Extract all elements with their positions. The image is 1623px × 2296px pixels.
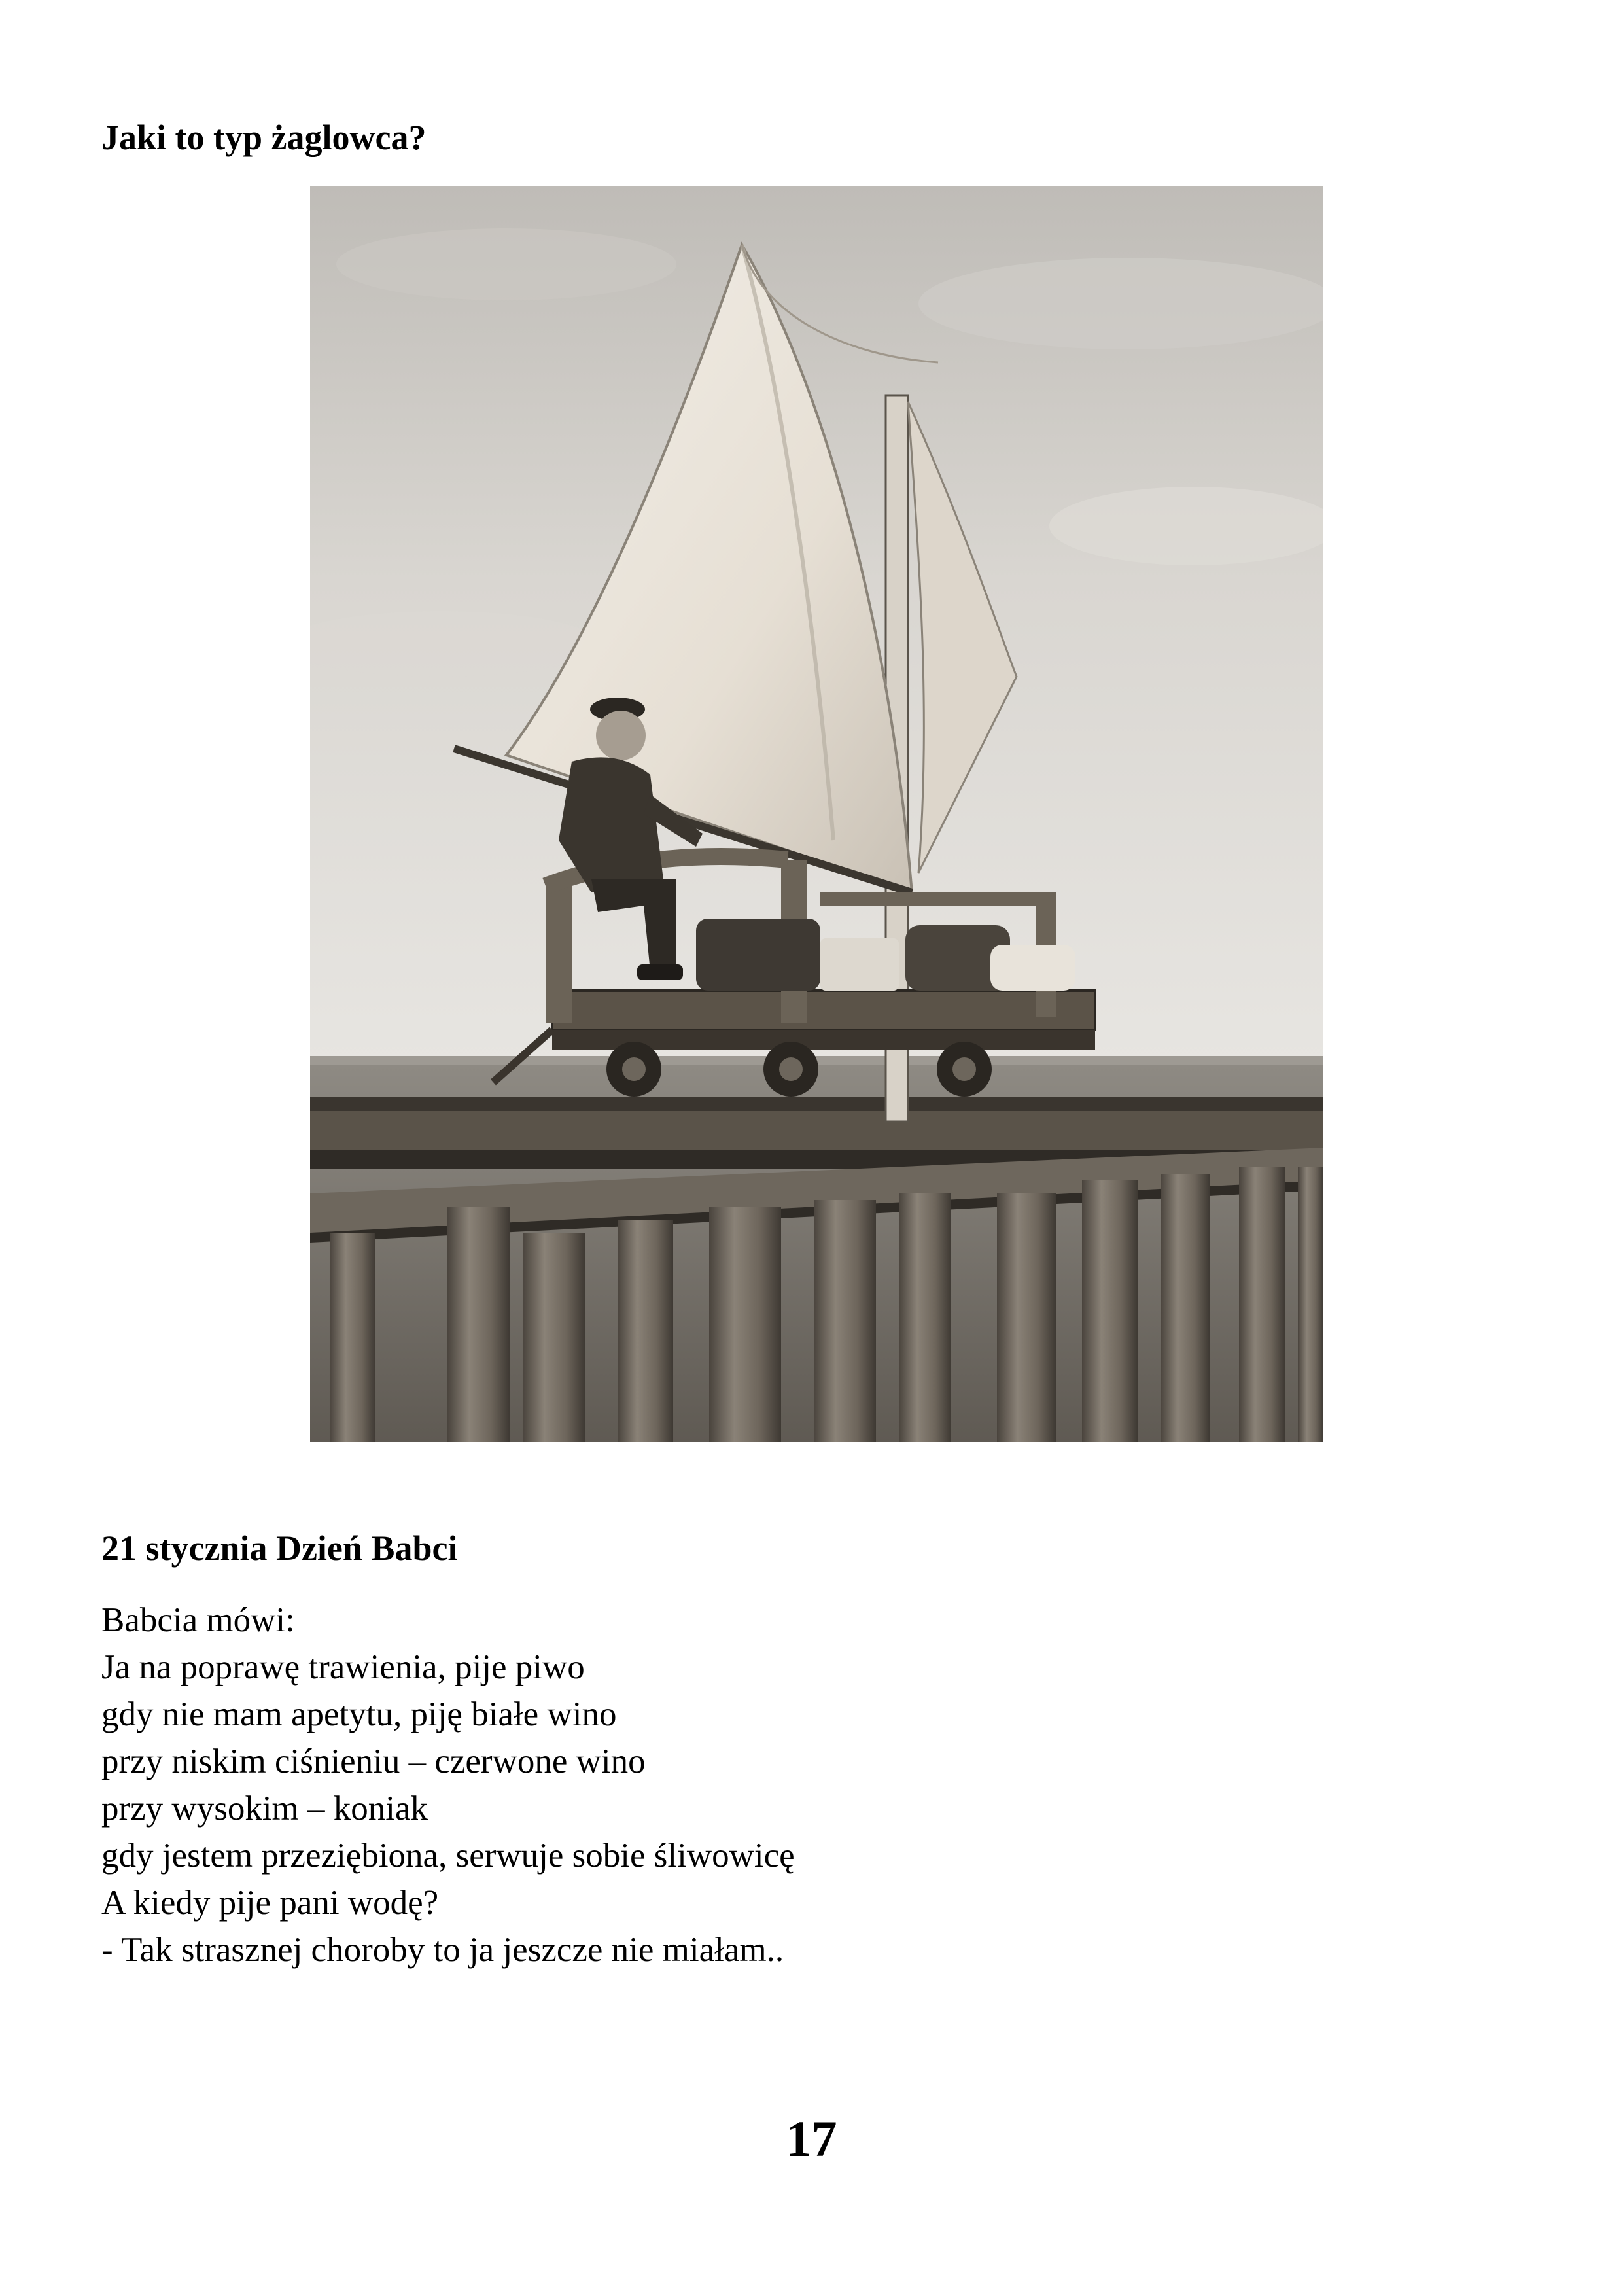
text-line: - Tak strasznej choroby to ja jeszcze nie miałam.. <box>101 1931 784 1969</box>
page-number: 17 <box>786 2110 837 2167</box>
rail <box>310 1097 1323 1111</box>
question-mark: ? <box>408 118 427 157</box>
text-line: gdy jestem przeziębiona, serwuje sobie śliwowicę <box>101 1837 795 1875</box>
photo-illustration <box>310 186 1323 1442</box>
pier-piles <box>330 1167 1323 1442</box>
question-heading <box>101 116 426 159</box>
question-text: Jaki to typ żaglowca <box>101 118 409 157</box>
text-line: Ja na poprawę trawienia, pije piwo <box>101 1648 585 1686</box>
joke-text <box>101 1597 795 1973</box>
text-line: A kiedy pije pani wodę? <box>101 1884 439 1922</box>
text-line: przy wysokim – koniak <box>101 1790 428 1828</box>
section-title: 21 stycznia Dzień Babci <box>101 1528 458 1568</box>
text-line: przy niskim ciśnieniu – czerwone wino <box>101 1742 646 1780</box>
sail-trolley-photo <box>310 186 1323 1442</box>
deck-beam <box>310 1111 1323 1150</box>
text-line: Babcia mówi: <box>101 1601 295 1639</box>
text-line: gdy nie mam apetytu, piję białe wino <box>101 1695 617 1733</box>
